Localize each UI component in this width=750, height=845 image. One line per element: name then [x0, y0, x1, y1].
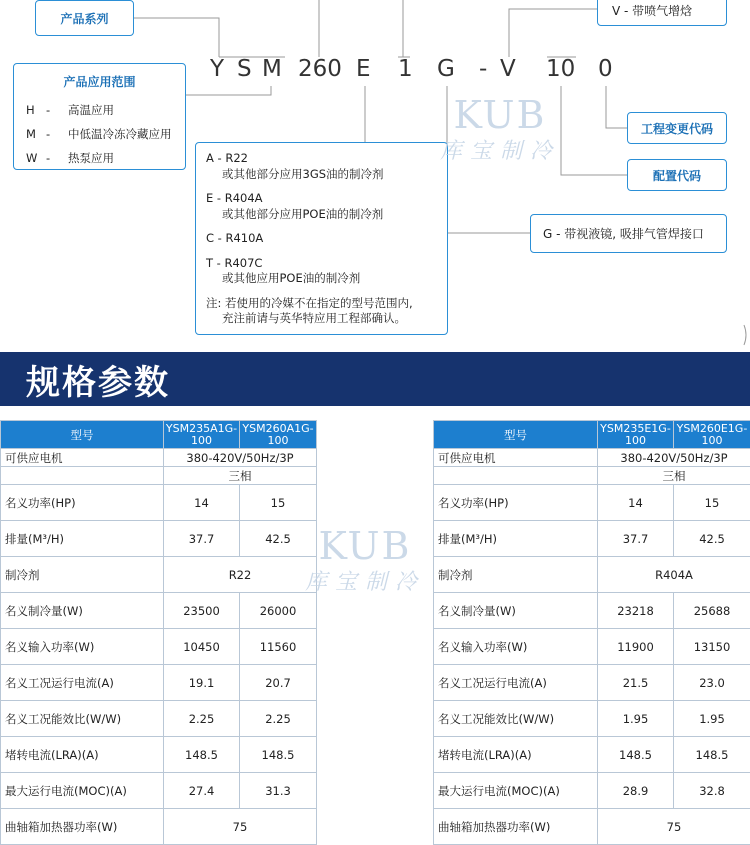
table-row [434, 467, 750, 485]
cell-value: 148.5 [164, 737, 240, 773]
refrigerant-note: 充注前请与英华特应用工程部确认。 [206, 311, 413, 327]
table-row [434, 449, 750, 467]
code-char-displacement: 260 [298, 56, 342, 82]
product-series-label: 产品系列 [60, 10, 108, 27]
refrigerant-desc: 或其他应用POE油的制冷剂 [206, 271, 413, 287]
row-label: 制冷剂 [434, 557, 598, 593]
config-code-box [627, 159, 727, 191]
cell-value: 15 [674, 485, 750, 521]
cell-value: 23500 [164, 593, 240, 629]
row-label: 名义功率(HP) [1, 485, 164, 521]
spec-banner [0, 352, 750, 406]
cell-value: 2.25 [240, 701, 317, 737]
code-char-s: S [237, 56, 252, 82]
row-label: 名义工况运行电流(A) [434, 665, 598, 701]
cell-value: 13150 [674, 629, 750, 665]
row-label: 曲轴箱加热器功率(W) [1, 809, 164, 845]
cell-value: 2.25 [164, 701, 240, 737]
cell-value: 148.5 [674, 737, 750, 773]
table-row [434, 485, 750, 521]
phase-value: 三相 [164, 467, 317, 485]
cell-value: 11560 [240, 629, 317, 665]
cell-value: 25688 [674, 593, 750, 629]
code-char-generation: 1 [398, 56, 413, 82]
cell-value: R404A [598, 557, 750, 593]
cell-value: R22 [164, 557, 317, 593]
code-char-option: G [437, 56, 455, 82]
application-item: W - 热泵应用 [26, 146, 172, 170]
refrigerant-desc: 或其他部分应用POE油的制冷剂 [206, 207, 413, 223]
cell-value: 37.7 [598, 521, 674, 557]
motor-value: 380-420V/50Hz/3P [598, 449, 750, 467]
row-label: 排量(M³/H) [1, 521, 164, 557]
engineering-change-box [627, 112, 727, 144]
cell-value: 14 [164, 485, 240, 521]
row-label: 名义工况能效比(W/W) [434, 701, 598, 737]
code-char-m: M [262, 56, 282, 82]
table-row [1, 665, 317, 701]
table-row [434, 629, 750, 665]
table-row [434, 665, 750, 701]
table-row [434, 521, 750, 557]
model-1: YSM235A1G-100 [164, 421, 240, 449]
cell-value: 148.5 [598, 737, 674, 773]
vapor-injection-box [597, 0, 727, 26]
spec-table-a [0, 420, 317, 845]
cell-value: 26000 [240, 593, 317, 629]
model-2: YSM260E1G-100 [674, 421, 750, 449]
refrigerant-code: E - R404A [206, 191, 413, 207]
g-option-box [530, 214, 727, 253]
model-2: YSM260A1G-100 [240, 421, 317, 449]
table-header-row [1, 421, 317, 449]
cell-value: 28.9 [598, 773, 674, 809]
engineering-change-label: 工程变更代码 [641, 120, 713, 137]
row-label: 排量(M³/H) [434, 521, 598, 557]
application-range-title: 产品应用范围 [14, 73, 185, 90]
g-option-label: G - 带视液镜, 吸排气管焊接口 [543, 225, 704, 242]
product-series-box [35, 0, 134, 36]
cell-value: 75 [164, 809, 317, 845]
cell-value: 75 [598, 809, 750, 845]
table-row [434, 593, 750, 629]
row-label: 名义功率(HP) [434, 485, 598, 521]
code-char-vi: V [500, 56, 516, 82]
cell-value: 42.5 [240, 521, 317, 557]
code-char-y: Y [210, 56, 224, 82]
config-code-label: 配置代码 [653, 167, 701, 184]
cell-value: 23.0 [674, 665, 750, 701]
cell-value: 27.4 [164, 773, 240, 809]
cell-value: 10450 [164, 629, 240, 665]
table-row [1, 485, 317, 521]
table-row [434, 557, 750, 593]
refrigerant-note: 注: 若使用的冷媒不在指定的型号范围内, [206, 296, 413, 312]
watermark-logo: KUB 库宝制冷 [440, 96, 560, 165]
cell-value: 11900 [598, 629, 674, 665]
code-char-config: 10 [546, 56, 575, 82]
refrigerant-code: A - R22 [206, 151, 413, 167]
model-header: 型号 [1, 421, 164, 449]
table-row [1, 809, 317, 845]
cell-value: 32.8 [674, 773, 750, 809]
row-label: 可供应电机 [1, 449, 164, 467]
cell-value: 31.3 [240, 773, 317, 809]
cell-value: 19.1 [164, 665, 240, 701]
code-char-eng-change: 0 [598, 56, 613, 82]
table-row [1, 593, 317, 629]
table-row [1, 449, 317, 467]
table-row [434, 809, 750, 845]
table-row [1, 467, 317, 485]
cell-value: 23218 [598, 593, 674, 629]
table-row [434, 737, 750, 773]
table-row [1, 629, 317, 665]
motor-value: 380-420V/50Hz/3P [164, 449, 317, 467]
row-label: 最大运行电流(MOC)(A) [434, 773, 598, 809]
table-row [1, 557, 317, 593]
row-label: 名义制冷量(W) [434, 593, 598, 629]
application-item: H - 高温应用 [26, 98, 172, 122]
row-label: 名义工况运行电流(A) [1, 665, 164, 701]
row-label: 堵转电流(LRA)(A) [434, 737, 598, 773]
table-row [1, 773, 317, 809]
table-row [434, 773, 750, 809]
table-row [1, 521, 317, 557]
table-header-row [434, 421, 750, 449]
watermark-logo-2: KUB 库宝制冷 [300, 527, 430, 596]
vapor-injection-label: V - 带喷气增焓 [612, 2, 692, 19]
refrigerant-box [195, 142, 448, 335]
cell-value: 37.7 [164, 521, 240, 557]
model-1: YSM235E1G-100 [598, 421, 674, 449]
cell-value: 15 [240, 485, 317, 521]
row-label: 名义输入功率(W) [1, 629, 164, 665]
phase-value: 三相 [598, 467, 750, 485]
code-char-refrigerant: E [356, 56, 371, 82]
refrigerant-desc: 或其他部分应用3GS油的制冷剂 [206, 167, 413, 183]
application-range-box [13, 63, 186, 170]
refrigerant-code: T - R407C [206, 256, 413, 272]
table-row [1, 737, 317, 773]
row-label: 可供应电机 [434, 449, 598, 467]
refrigerant-code: C - R410A [206, 231, 413, 247]
spec-table-e [433, 420, 750, 845]
table-row [434, 701, 750, 737]
application-item: M - 中低温冷冻冷藏应用 [26, 122, 172, 146]
cell-value: 20.7 [240, 665, 317, 701]
row-label: 名义工况能效比(W/W) [1, 701, 164, 737]
spec-banner-title: 规格参数 [26, 355, 170, 404]
row-label: 名义制冷量(W) [1, 593, 164, 629]
row-label: 制冷剂 [1, 557, 164, 593]
cell-value: 1.95 [598, 701, 674, 737]
row-label: 名义输入功率(W) [434, 629, 598, 665]
row-label: 堵转电流(LRA)(A) [1, 737, 164, 773]
refrigerant-list [206, 151, 413, 327]
cell-value: 42.5 [674, 521, 750, 557]
cell-value: 21.5 [598, 665, 674, 701]
cell-value: 1.95 [674, 701, 750, 737]
table-row [1, 701, 317, 737]
cell-value: 148.5 [240, 737, 317, 773]
application-range-list [26, 98, 172, 170]
cell-value: 14 [598, 485, 674, 521]
row-label: 最大运行电流(MOC)(A) [1, 773, 164, 809]
code-char-dash: - [479, 56, 487, 82]
row-label: 曲轴箱加热器功率(W) [434, 809, 598, 845]
model-header: 型号 [434, 421, 598, 449]
